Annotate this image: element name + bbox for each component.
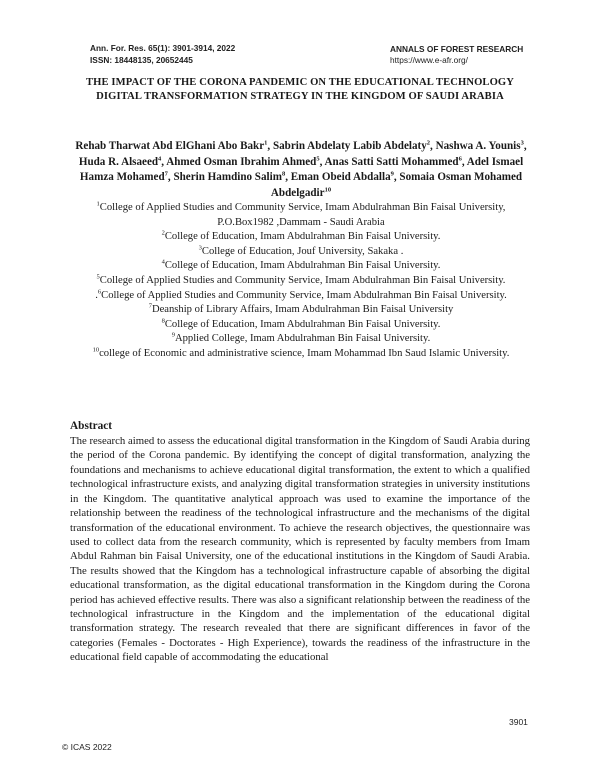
affiliation-text: Applied College, Imam Abdulrahman Bin Faisal University. <box>174 333 431 345</box>
author-name: Rehab Tharwat Abd ElGhani Abo Bakr <box>75 140 265 152</box>
paper-title: THE IMPACT OF THE CORONA PANDEMIC ON THE EDUCATIONAL TECHNOLOGY DIGITAL TRANSFORMATION STRATEGY IN THE KINGDOM OF SAUDI ARABIA <box>85 77 515 102</box>
author-name: Eman Obeid Abdalla <box>290 171 391 184</box>
affiliation-number: 5 <box>96 273 100 281</box>
author-name: Huda R. Alsaeed <box>78 155 159 168</box>
author-name: Adel Ismael Hamza Mohamed <box>79 155 524 184</box>
running-header-journal <box>390 44 523 66</box>
affiliation-number: 4 <box>161 258 165 266</box>
affiliation-number: 10 <box>92 346 100 354</box>
page-number: 3901 <box>509 717 528 727</box>
author-affiliation-mark: 10 <box>324 186 332 194</box>
affiliation-number: 3 <box>198 244 202 252</box>
affiliation-list <box>70 201 532 362</box>
affiliation-text: College of Applied Studies and Community Service, Imam Abdulrahman Bin Faisal University. <box>101 289 507 301</box>
affiliation-text: College of Education, Imam Abdulrahman Bin Faisal University. <box>164 231 441 243</box>
author-list: Rehab Tharwat Abd ElGhani Abo Bakr$^1$, Sabrin Abdelaty Labib Abdelaty$^2$, Nashwa A. Younis$^3$, Huda R. Alsaeed$^4$, Ahmed Osman Ibrahim Ahmed$^5$, Anas Satti Satti Mohammed$^6$, Adel Ismael Hamza Mohamed$^7$, Sherin Hamdino Salim$^8$, Eman Obeid Abdalla$^9$, Somaia Osman Mohamed Abdelgadir$^{10}$ <box>75 139 527 199</box>
affiliation-text: College of Applied Studies and Community Service, Imam Abdulrahman Bin Faisal University. <box>99 274 506 286</box>
author-name: Ahmed Osman Ibrahim Ahmed <box>166 155 317 168</box>
affiliation-number: 9 <box>171 331 175 339</box>
affiliation-text: College of Applied Studies and Community Service, Imam Abdulrahman Bin Faisal University, P.O.Box1982 ,Dammam - Saudi Arabia <box>99 202 506 228</box>
affiliation-text: Deanship of Library Affairs, Imam Abdulrahman Bin Faisal University <box>151 304 454 316</box>
author-affiliation-mark: 5 <box>316 154 320 162</box>
author-affiliation-mark: 6 <box>458 154 462 162</box>
abstract-body: The research aimed to assess the educational digital transformation in the Kingdom of Saudi Arabia during the period of the Corona pandemic. By identifying the concept of digital transformation, analyzing the foundations and mechanisms to achieve educational digital transformation, the extent to which a qualified technological infrastructure exists, and analyzing digital transformation strategies in university institutions in the Kingdom. The quantitative analytical approach was used to examine the importance of the relationship between the readiness of the technological infrastructure and the mechanisms of the digital transformation of the educational environment. To achieve the research objectives, the questionnaire was used to collect data from the research community, which is represented by faculty members from Imam Abdul Rahman bin Faisal University, one of the educational institutions in the Kingdom of Saudi Arabia. The results showed that the Kingdom has a technological infrastructure capable of absorbing the digital educational transformation, as the digital educational transformation in the Kingdom during the Corona period has achieved effective results. There was also a significant relationship between the readiness of the technological infrastructure in the Kingdom and the implementation of the educational digital transformation strategy. The research revealed that there are significant differences in favor of the categories (Females - Doctorates - High Experience), towards the readiness of the infrastructure in the educational field capable of accommodating the educational <box>70 435 530 664</box>
affiliation-item <box>70 259 532 274</box>
affiliation-text: College of Education, Imam Abdulrahman Bin Faisal University. <box>164 318 441 330</box>
author-affiliation-mark: 4 <box>158 154 162 162</box>
affiliation-item: .$^6$College of Applied Studies and Community Service, Imam Abdulrahman Bin Faisal University. <box>95 288 507 301</box>
author-affiliation-mark: 3 <box>520 139 524 147</box>
affiliation-item <box>70 303 532 318</box>
affiliation-item <box>70 318 532 333</box>
affiliation-text: college of Economic and administrative science, Imam Mohammad Ibn Saud Islamic University. <box>99 347 510 359</box>
author-name: Nashwa A. Younis <box>435 140 521 152</box>
issn-line: ISSN: 18448135, 20652445 <box>90 54 193 65</box>
affiliation-number: 7 <box>148 302 152 310</box>
author-affiliation-mark: 9 <box>390 170 394 178</box>
affiliation-item <box>70 347 532 362</box>
author-name: Somaia Osman Mohamed Abdelgadir <box>270 171 523 199</box>
author-name: Sherin Hamdino Salim <box>173 171 282 184</box>
copyright-notice: © ICAS 2022 <box>62 742 112 752</box>
citation-line: Ann. For. Res. 65(1): 3901-3914, 2022 <box>90 43 236 53</box>
affiliation-number: 8 <box>161 317 165 325</box>
affiliation-number: 2 <box>161 229 165 237</box>
affiliation-number: 1 <box>96 200 100 208</box>
affiliation-item <box>70 245 532 260</box>
affiliation-item <box>70 274 532 289</box>
affiliation-text: College of Education, Jouf University, Sakaka . <box>201 245 404 257</box>
journal-name: ANNALS OF FOREST RESEARCH <box>390 44 524 54</box>
affiliation-item <box>70 230 532 245</box>
affiliation-number: 6 <box>97 288 102 296</box>
author-name: Anas Satti Satti Mohammed <box>324 155 459 168</box>
running-header-citation <box>90 43 235 66</box>
author-affiliation-mark: 1 <box>264 139 268 147</box>
author-affiliation-mark: 7 <box>164 170 168 178</box>
abstract-heading: Abstract <box>70 420 113 432</box>
affiliation-item <box>70 201 532 230</box>
affiliation-text: College of Education, Imam Abdulrahman Bin Faisal University. <box>164 260 441 272</box>
author-name: Sabrin Abdelaty Labib Abdelaty <box>272 140 427 152</box>
author-affiliation-mark: 8 <box>281 170 286 178</box>
journal-url[interactable]: https://www.e-afr.org/ <box>390 55 468 65</box>
author-affiliation-mark: 2 <box>426 139 431 147</box>
affiliation-item <box>70 332 532 347</box>
